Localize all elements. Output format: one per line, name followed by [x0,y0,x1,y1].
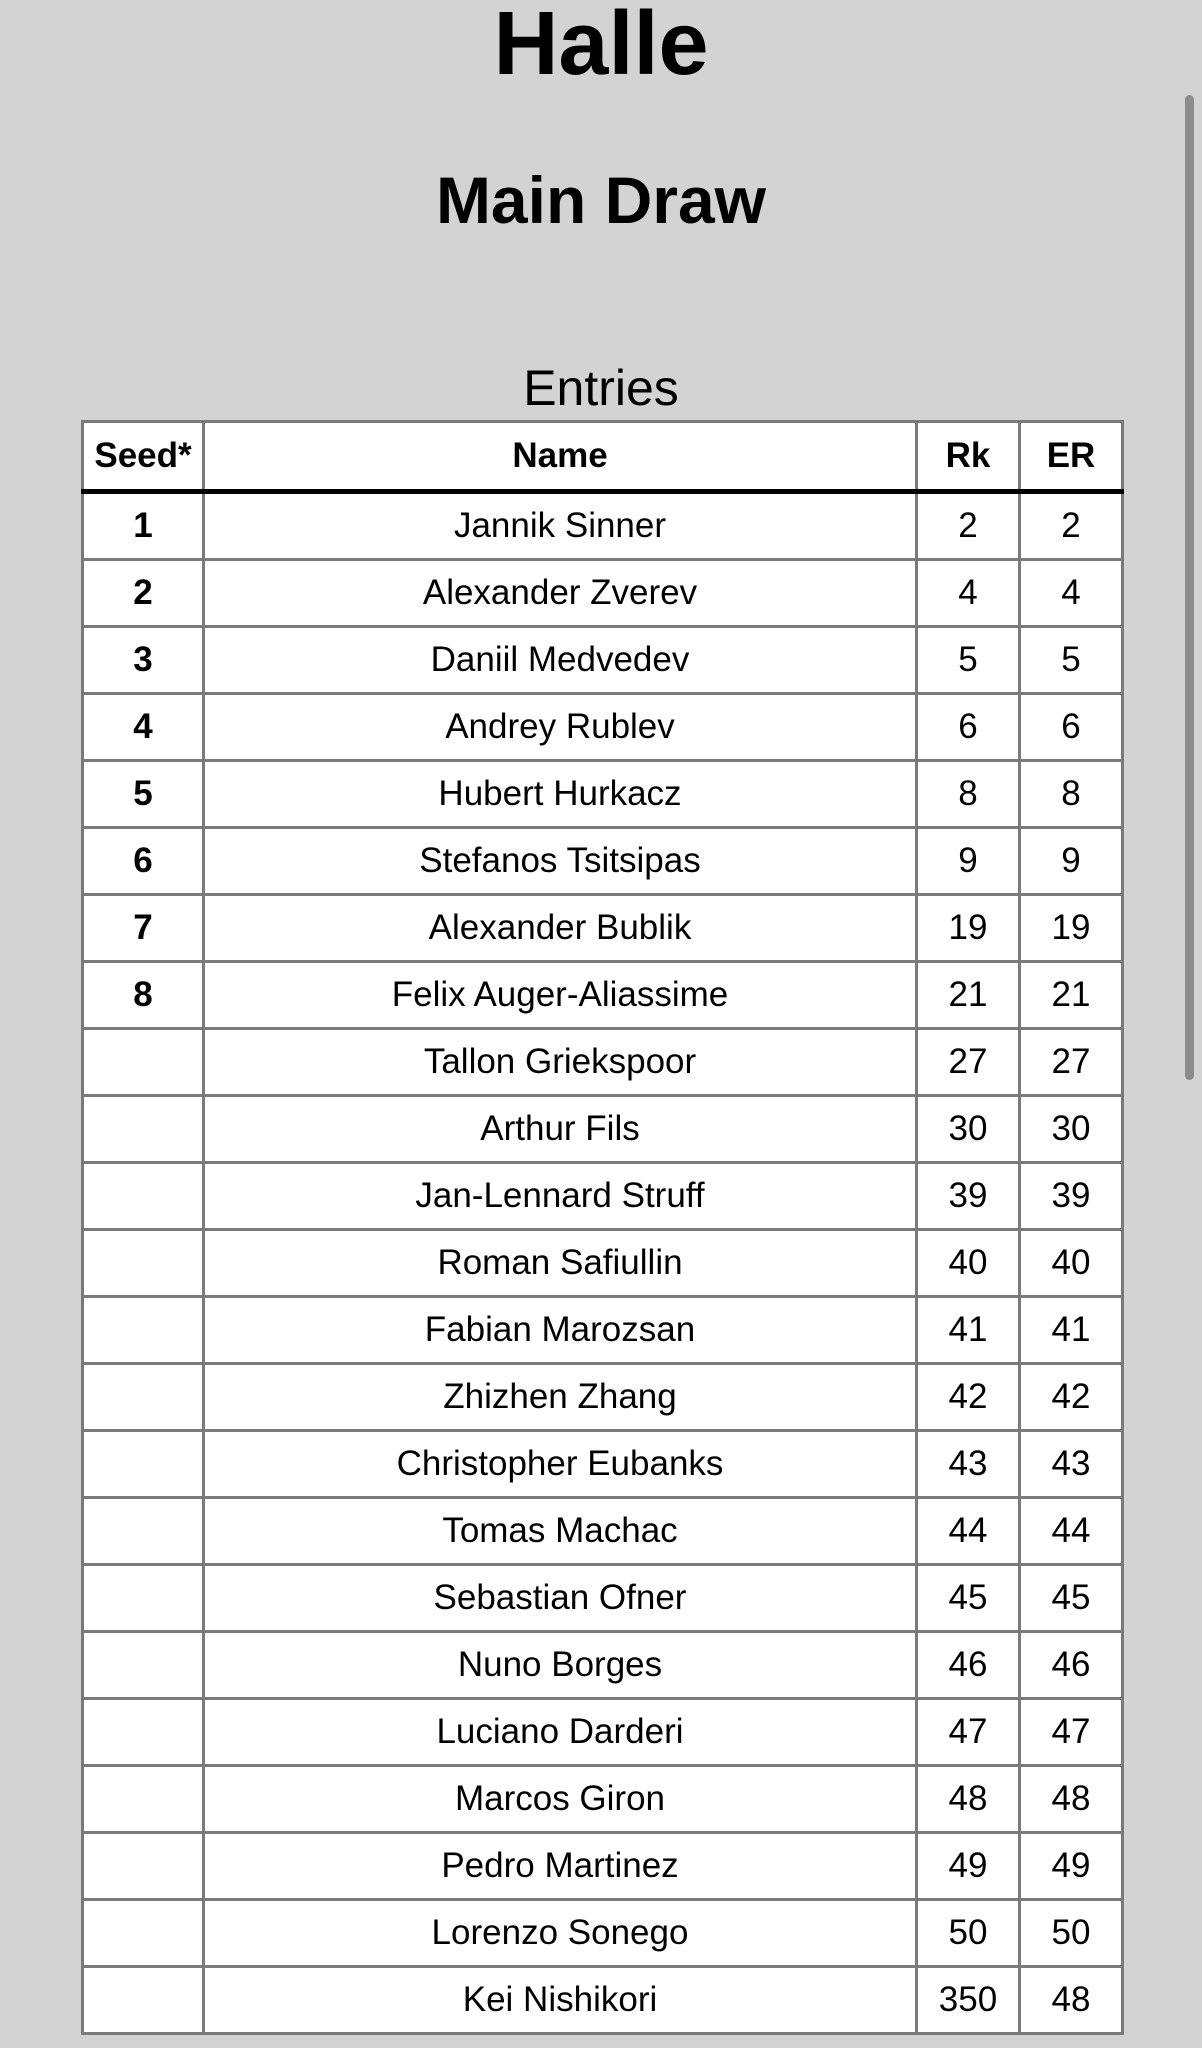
table-row [83,1833,1123,1900]
seed-cell [83,1632,204,1699]
entry-rank-cell: 42 [1020,1364,1123,1431]
player-name-cell: Hubert Hurkacz [204,761,917,828]
rank-cell: 30 [917,1096,1020,1163]
table-row [83,895,1123,962]
rank-cell: 350 [917,1967,1020,2034]
entry-rank-cell: 49 [1020,1833,1123,1900]
entry-rank-cell: 2 [1020,492,1123,560]
table-row [83,962,1123,1029]
table-row [83,1565,1123,1632]
rank-cell: 44 [917,1498,1020,1565]
entry-rank-cell: 50 [1020,1900,1123,1967]
seed-cell: 2 [83,560,204,627]
player-name-cell: Luciano Darderi [204,1699,917,1766]
entry-rank-cell: 47 [1020,1699,1123,1766]
seed-cell [83,1096,204,1163]
player-name-cell: Fabian Marozsan [204,1297,917,1364]
table-row [83,1163,1123,1230]
rank-cell: 49 [917,1833,1020,1900]
rank-cell: 8 [917,761,1020,828]
table-row [83,694,1123,761]
seed-cell [83,1833,204,1900]
entry-rank-cell: 19 [1020,895,1123,962]
seed-cell: 8 [83,962,204,1029]
header-seed: Seed* [83,422,204,492]
rank-cell: 48 [917,1766,1020,1833]
player-name-cell: Jan-Lennard Struff [204,1163,917,1230]
entry-rank-cell: 48 [1020,1766,1123,1833]
seed-cell: 5 [83,761,204,828]
rank-cell: 42 [917,1364,1020,1431]
table-row [83,492,1123,560]
player-name-cell: Jannik Sinner [204,492,917,560]
entry-rank-cell: 27 [1020,1029,1123,1096]
seed-cell: 7 [83,895,204,962]
entry-rank-cell: 40 [1020,1230,1123,1297]
entries-table [81,420,1124,2035]
vertical-scrollbar[interactable] [1185,95,1194,1080]
entry-rank-cell: 4 [1020,560,1123,627]
entry-rank-cell: 44 [1020,1498,1123,1565]
seed-cell [83,1431,204,1498]
player-name-cell: Nuno Borges [204,1632,917,1699]
table-row [83,1297,1123,1364]
page-title: Halle [493,0,709,94]
entry-rank-cell: 21 [1020,962,1123,1029]
rank-cell: 5 [917,627,1020,694]
rank-cell: 43 [917,1431,1020,1498]
table-row [83,1766,1123,1833]
player-name-cell: Arthur Fils [204,1096,917,1163]
entry-rank-cell: 45 [1020,1565,1123,1632]
rank-cell: 40 [917,1230,1020,1297]
table-header-row [83,422,1123,492]
table-row [83,761,1123,828]
table-row [83,1364,1123,1431]
player-name-cell: Zhizhen Zhang [204,1364,917,1431]
player-name-cell: Kei Nishikori [204,1967,917,2034]
player-name-cell: Lorenzo Sonego [204,1900,917,1967]
player-name-cell: Roman Safiullin [204,1230,917,1297]
entry-rank-cell: 46 [1020,1632,1123,1699]
entry-rank-cell: 43 [1020,1431,1123,1498]
entry-rank-cell: 5 [1020,627,1123,694]
table-row [83,1230,1123,1297]
player-name-cell: Felix Auger-Aliassime [204,962,917,1029]
table-row [83,1699,1123,1766]
header-er: ER [1020,422,1123,492]
rank-cell: 39 [917,1163,1020,1230]
entries-table-body [83,492,1123,2034]
rank-cell: 46 [917,1632,1020,1699]
seed-cell [83,1900,204,1967]
table-row [83,1431,1123,1498]
seed-cell [83,1967,204,2034]
seed-cell: 6 [83,828,204,895]
player-name-cell: Christopher Eubanks [204,1431,917,1498]
player-name-cell: Pedro Martinez [204,1833,917,1900]
rank-cell: 2 [917,492,1020,560]
table-row [83,627,1123,694]
player-name-cell: Tallon Griekspoor [204,1029,917,1096]
seed-cell [83,1565,204,1632]
player-name-cell: Daniil Medvedev [204,627,917,694]
rank-cell: 45 [917,1565,1020,1632]
rank-cell: 21 [917,962,1020,1029]
rank-cell: 27 [917,1029,1020,1096]
rank-cell: 19 [917,895,1020,962]
page-subtitle: Main Draw [435,163,767,237]
seed-cell: 4 [83,694,204,761]
header-name: Name [204,422,917,492]
seed-cell [83,1230,204,1297]
entry-rank-cell: 48 [1020,1967,1123,2034]
player-name-cell: Marcos Giron [204,1766,917,1833]
seed-cell [83,1498,204,1565]
player-name-cell: Alexander Zverev [204,560,917,627]
entry-rank-cell: 39 [1020,1163,1123,1230]
rank-cell: 41 [917,1297,1020,1364]
table-row [83,1498,1123,1565]
entry-rank-cell: 41 [1020,1297,1123,1364]
seed-cell: 1 [83,492,204,560]
player-name-cell: Alexander Bublik [204,895,917,962]
player-name-cell: Tomas Machac [204,1498,917,1565]
seed-cell [83,1364,204,1431]
player-name-cell: Stefanos Tsitsipas [204,828,917,895]
entry-rank-cell: 6 [1020,694,1123,761]
table-row [83,828,1123,895]
table-row [83,1029,1123,1096]
player-name-cell: Sebastian Ofner [204,1565,917,1632]
table-row [83,560,1123,627]
entry-rank-cell: 30 [1020,1096,1123,1163]
table-row [83,1096,1123,1163]
table-row [83,1632,1123,1699]
rank-cell: 6 [917,694,1020,761]
seed-cell [83,1163,204,1230]
seed-cell [83,1766,204,1833]
rank-cell: 4 [917,560,1020,627]
seed-cell [83,1699,204,1766]
table-row [83,1967,1123,2034]
seed-cell [83,1029,204,1096]
header-rk: Rk [917,422,1020,492]
table-row [83,1900,1123,1967]
rank-cell: 50 [917,1900,1020,1967]
seed-cell: 3 [83,627,204,694]
entry-rank-cell: 9 [1020,828,1123,895]
rank-cell: 9 [917,828,1020,895]
rank-cell: 47 [917,1699,1020,1766]
table-caption: Entries [523,360,679,416]
seed-cell [83,1297,204,1364]
entry-rank-cell: 8 [1020,761,1123,828]
player-name-cell: Andrey Rublev [204,694,917,761]
